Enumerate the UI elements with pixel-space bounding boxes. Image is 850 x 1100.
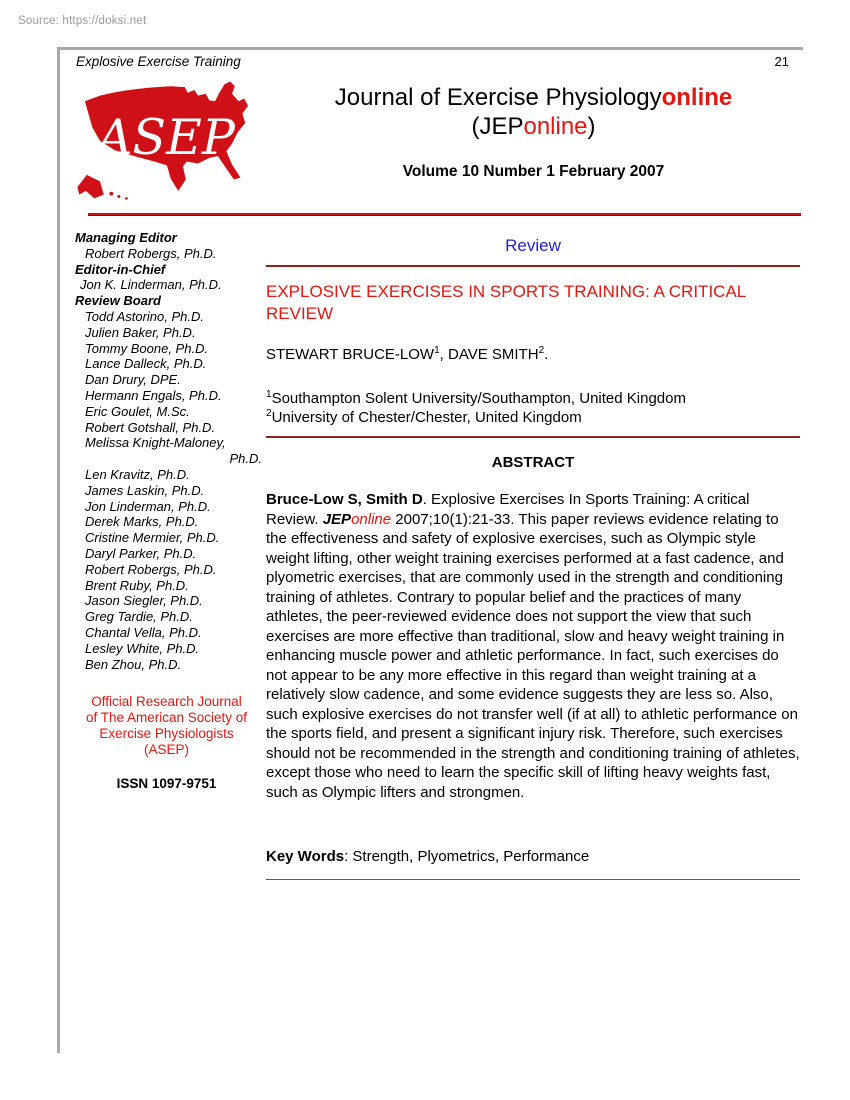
abstract-citation-authors: Bruce-Low S, Smith D	[266, 491, 423, 508]
asep-logo	[60, 73, 264, 210]
official-line: Exercise Physiologists	[99, 726, 234, 742]
article-title: EXPLOSIVE EXERCISES IN SPORTS TRAINING: A CRITICAL REVIEW	[266, 282, 746, 323]
affiliation-marker: 2	[266, 408, 272, 419]
official-line: (ASEP)	[143, 742, 189, 758]
journal-title	[264, 83, 803, 141]
section-divider-rule	[266, 265, 800, 267]
review-board-member: Hermann Engals, Ph.D.	[85, 387, 222, 403]
authors-line	[266, 346, 800, 363]
review-board-member: Jason Siegler, Ph.D.	[85, 593, 203, 609]
journal-abbrev-prefix: (JEP	[471, 113, 524, 140]
review-board-member: Daryl Parker, Ph.D.	[85, 545, 197, 561]
keywords-values: : Strength, Plyometrics, Performance	[344, 848, 590, 865]
abstract-online: online	[351, 510, 392, 528]
review-board-member: Derek Marks, Ph.D.	[85, 514, 199, 530]
keywords-label: Key Words	[266, 848, 345, 865]
review-board-member: Lesley White, Ph.D.	[85, 640, 200, 656]
source-attribution: Source: https://doksi.net	[18, 15, 147, 27]
official-line: of The American Society of	[85, 710, 248, 726]
authors-separator: ,	[439, 346, 448, 363]
review-board-member: Julien Baker, Ph.D.	[85, 324, 196, 340]
journal-title-main: Journal of Exercise Physiology	[334, 84, 662, 111]
keywords-line	[266, 848, 800, 865]
review-board-member: Melissa Knight-Maloney,	[85, 435, 226, 451]
journal-title-online: online	[661, 84, 733, 111]
page-header	[60, 50, 803, 69]
authors-period: .	[544, 346, 549, 363]
review-board-member: Ben Zhou, Ph.D.	[85, 656, 182, 672]
issn-number: ISSN 1097-9751	[116, 776, 217, 792]
journal-abbrev-suffix: )	[587, 113, 596, 140]
abstract-text	[266, 490, 800, 802]
managing-editor-name: Robert Robergs, Ph.D.	[85, 245, 217, 261]
abstract-jep: JEP	[322, 510, 352, 528]
review-board-member: Len Kravitz, Ph.D.	[85, 466, 190, 482]
review-board-member: Eric Goulet, M.Sc.	[85, 403, 190, 419]
masthead-divider-rule	[88, 213, 801, 216]
journal-title-block	[264, 73, 803, 210]
editor-in-chief-name: Jon K. Linderman, Ph.D.	[80, 277, 222, 293]
abstract-citation-title: . Explosive Exercises In Sports Training: A critical Review.	[266, 491, 750, 528]
review-board-member: Greg Tardie, Ph.D.	[85, 609, 193, 625]
article-column	[266, 230, 803, 880]
volume-issue-date: Volume 10 Number 1 February 2007	[402, 163, 665, 180]
review-board-member-continuation: Ph.D.	[229, 451, 262, 467]
abstract-body: 2007;10(1):21-33. This paper reviews evidence relating to the effectiveness and safety of explosive exercises, such as Olympic style weight lifting, other weight training exercises performed at a fast cadence, and plyometric exercises, that are commonly used in the strength and conditioning training of athletes. Contrary to popular belief and the practices of many athletes, the peer-reviewed evidence does not support the view that such exercises are more effective than traditional, slow and heavy weight training in enhancing muscle power and athletic performance. In fact, such exercises do not appear to be any more effective in this regard than weight training at a relatively slow cadence, and some evidence suggests they are less so. Also, such explosive exercises do not transfer well (if at all) to athletic performance on the sports field, and present a significant injury risk. Therefore, such exercises should not be recommended in the strength and conditioning training of athletes, except those who need to learn the specific skill of lifting heavy weights fast, such as Olympic lifters and strongmen.	[266, 510, 800, 801]
managing-editor-label: Managing Editor	[75, 230, 177, 245]
affiliations	[266, 389, 800, 427]
affiliation-marker: 1	[266, 389, 272, 400]
author-name: DAVE SMITH	[447, 346, 539, 363]
review-board-member: James Laskin, Ph.D.	[85, 482, 205, 498]
author-affiliation-marker: 1	[434, 345, 440, 356]
asep-logo-text: ASEP	[97, 108, 235, 167]
affiliation-text: Southampton Solent University/Southampton, United Kingdom	[271, 390, 686, 407]
page-number: 21	[774, 54, 789, 69]
abstract-heading: ABSTRACT	[491, 454, 575, 471]
usa-map-icon	[70, 73, 262, 205]
official-journal-statement	[75, 694, 266, 758]
review-board-member: Brent Ruby, Ph.D.	[85, 577, 189, 593]
review-board-member: Jon Linderman, Ph.D.	[85, 498, 211, 514]
affiliation-line	[266, 389, 800, 408]
review-board-member: Todd Astorino, Ph.D.	[85, 308, 204, 324]
review-board-label: Review Board	[75, 293, 161, 309]
review-board-member: Robert Robergs, Ph.D.	[85, 561, 217, 577]
keywords-divider-rule	[266, 879, 800, 880]
review-board-member: Robert Gotshall, Ph.D.	[85, 419, 216, 435]
author-affiliation-marker: 2	[538, 345, 545, 356]
author-name: STEWART BRUCE-LOW	[266, 346, 435, 363]
affiliation-line	[266, 408, 800, 427]
affiliation-text: University of Chester/Chester, United Kingdom	[271, 409, 582, 426]
review-board-member: Lance Dalleck, Ph.D.	[85, 356, 207, 372]
section-label: Review	[505, 236, 561, 255]
affiliations-divider-rule	[266, 436, 800, 438]
review-board-member: Dan Drury, DPE.	[85, 372, 181, 388]
review-board-member: Cristine Mermier, Ph.D.	[85, 530, 220, 546]
journal-abbrev-online: online	[523, 113, 588, 140]
official-line: Official Research Journal	[91, 694, 242, 710]
document-page	[57, 47, 803, 1053]
editor-in-chief-label: Editor-in-Chief	[75, 261, 166, 277]
editorial-sidebar	[60, 230, 266, 880]
review-board-member: Tommy Boone, Ph.D.	[85, 340, 209, 356]
running-header: Explosive Exercise Training	[76, 54, 241, 69]
page-columns	[60, 230, 803, 880]
journal-masthead	[60, 73, 803, 210]
review-board-member: Chantal Vella, Ph.D.	[85, 624, 202, 640]
